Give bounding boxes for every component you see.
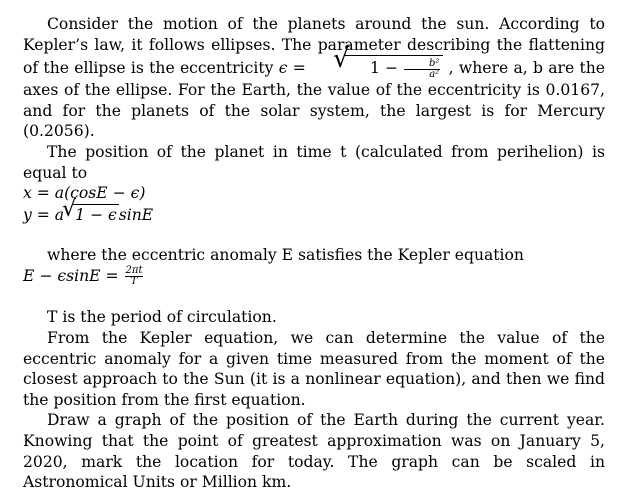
b2-over-a2-fraction (404, 59, 440, 80)
fraction-numerator: b² (404, 59, 440, 70)
kepler-fraction (125, 266, 144, 287)
task-paragraph: Draw a graph of the position of the Earth during the current year. Knowing that the point of greatest approximation was on January 5, 2020, mark the location for today. The graph can be scaled in Astronomical Units or Million km. (23, 411, 605, 492)
fraction-denominator: a² (429, 68, 440, 80)
equation-x: x = a(cosE − ϵ) (23, 184, 146, 203)
equation-y-prefix: y = a (23, 205, 65, 224)
kepler-equation-lhs: E − ϵsinE = (23, 266, 119, 285)
equation-y-sqrt (64, 204, 119, 226)
intro-paragraph (23, 14, 605, 142)
sqrt-one-minus: 1 − (370, 59, 398, 78)
intro-tail-text: , where a, b are the axes of the ellipse. For the Earth, the value of the eccentricity is 0.0167, and for the planets of the solar system, the largest is for Mercury (0.2056). (23, 59, 605, 141)
kepler-denominator: T (130, 276, 138, 288)
position-paragraph: The position of the planet in time t (calculated from perihelion) is equal to (23, 142, 605, 182)
eccentricity-formula-lhs: ϵ = (278, 59, 306, 78)
eccentricity-formula-sqrt (311, 55, 443, 80)
period-paragraph: T is the period of circulation. (47, 308, 277, 327)
equation-y-suffix: sinE (118, 205, 154, 224)
kepler-paragraph: where the eccentric anomaly E satisfies the Kepler equation (47, 246, 524, 265)
spacer (23, 225, 605, 245)
kepler-numerator: 2πt (125, 265, 143, 277)
equation-y (23, 204, 605, 226)
equation-y-radicand: 1 − ϵ (75, 205, 117, 224)
spacer (23, 287, 605, 307)
intro-text: Consider the motion of the planets around the sun. According to Kepler’s law, it follows ellipses. The parameter describing the flattening of the ellipse is the eccentricity (23, 15, 605, 78)
method-paragraph: From the Kepler equation, we can determine the value of the eccentric anomaly for a given time measured from the moment of the closest approach to the Sun (it is a nonlinear equation), and then we find the position from the first equation. (23, 329, 605, 409)
kepler-equation (23, 266, 605, 288)
